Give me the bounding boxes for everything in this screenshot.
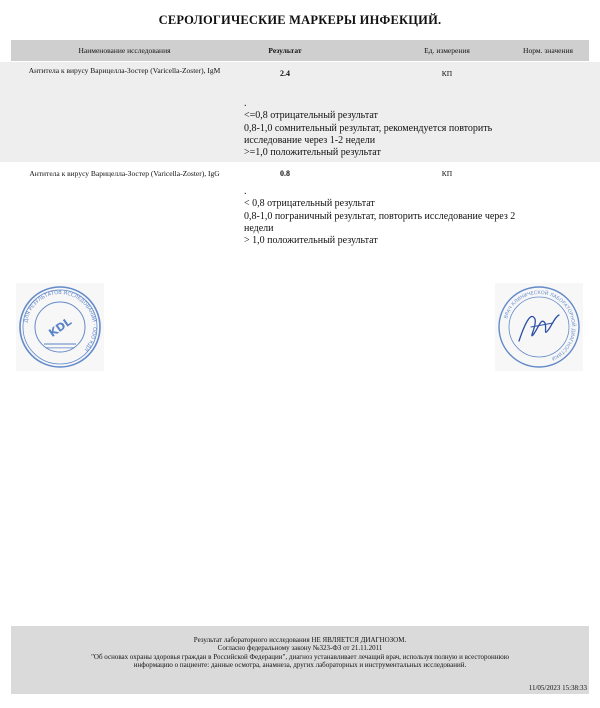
- reference-line: .: [244, 98, 247, 109]
- header-unit: Ед. измерения: [424, 46, 470, 55]
- disclaimer-footer: [11, 626, 589, 694]
- stamp-ring-text: ВРАЧ КЛИНИЧЕСКОЙ ЛАБОРАТОРНОЙ ДИАГНОСТИКИ: [504, 290, 576, 361]
- reference-line: 0,8-1,0 пограничный результат, повторить исследование через 2: [244, 210, 516, 222]
- reference-line: > 1,0 положительный результат: [244, 235, 378, 247]
- header-result: Результат: [268, 46, 302, 55]
- page-title: СЕРОЛОГИЧЕСКИЕ МАРКЕРЫ ИНФЕКЦИЙ.: [158, 13, 442, 27]
- reference-line: >=1,0 положительный результат: [244, 147, 381, 159]
- table-header: [11, 40, 589, 61]
- reference-line: < 0,8 отрицательный результат: [244, 198, 375, 210]
- stamp-logo-text: KDL: [46, 315, 75, 340]
- table-row: [0, 62, 600, 162]
- reference-line: .: [244, 186, 247, 197]
- test-unit: КП: [441, 69, 453, 78]
- doctor-stamp: [495, 283, 583, 371]
- stamp-ring-text: ДЛЯ РЕЗУЛЬТАТОВ ИССЛЕДОВАНИЙ · ООО КДЛ: [23, 289, 98, 353]
- table-row: [0, 162, 600, 262]
- test-unit: КП: [441, 169, 453, 178]
- reference-line: <=0,8 отрицательный результат: [244, 110, 378, 122]
- header-name: Наименование исследования: [78, 46, 171, 55]
- reference-line: 0,8-1,0 сомнительный результат, рекомендуется повторить: [244, 122, 493, 134]
- reference-values: [244, 186, 584, 247]
- reference-values: [244, 98, 584, 159]
- timestamp: 11/05/2023 15:38:33: [528, 684, 587, 692]
- reference-line: исследование через 1-2 недели: [244, 134, 376, 146]
- test-name: Антитела к вирусу Варицелла-Зостер (Varicella-Zoster), IgM: [28, 66, 221, 75]
- disclaimer-line: информацию о пациенте: данные осмотра, анамнеза, других лабораторных и инструментальных исследований.: [133, 661, 467, 670]
- disclaimer-line: "Об основах охраны здоровья граждан в Российской Федерации", диагноз устанавливает лечащий врач, используя полную и всестороннюю: [91, 652, 509, 661]
- header-norm: Норм. значения: [523, 46, 573, 55]
- disclaimer-line: Согласно федеральному закону №323-ФЗ от 21.11.2011: [217, 644, 383, 653]
- disclaimer-line: Результат лабораторного исследования НЕ ЯВЛЯЕТСЯ ДИАГНОЗОМ.: [193, 636, 407, 644]
- test-result: 0.8: [280, 169, 290, 178]
- test-result: 2.4: [280, 69, 290, 78]
- organization-stamp: [16, 283, 104, 371]
- test-name: Антитела к вирусу Варицелла-Зостер (Varicella-Zoster), IgG: [29, 169, 220, 178]
- reference-line: недели: [244, 222, 274, 234]
